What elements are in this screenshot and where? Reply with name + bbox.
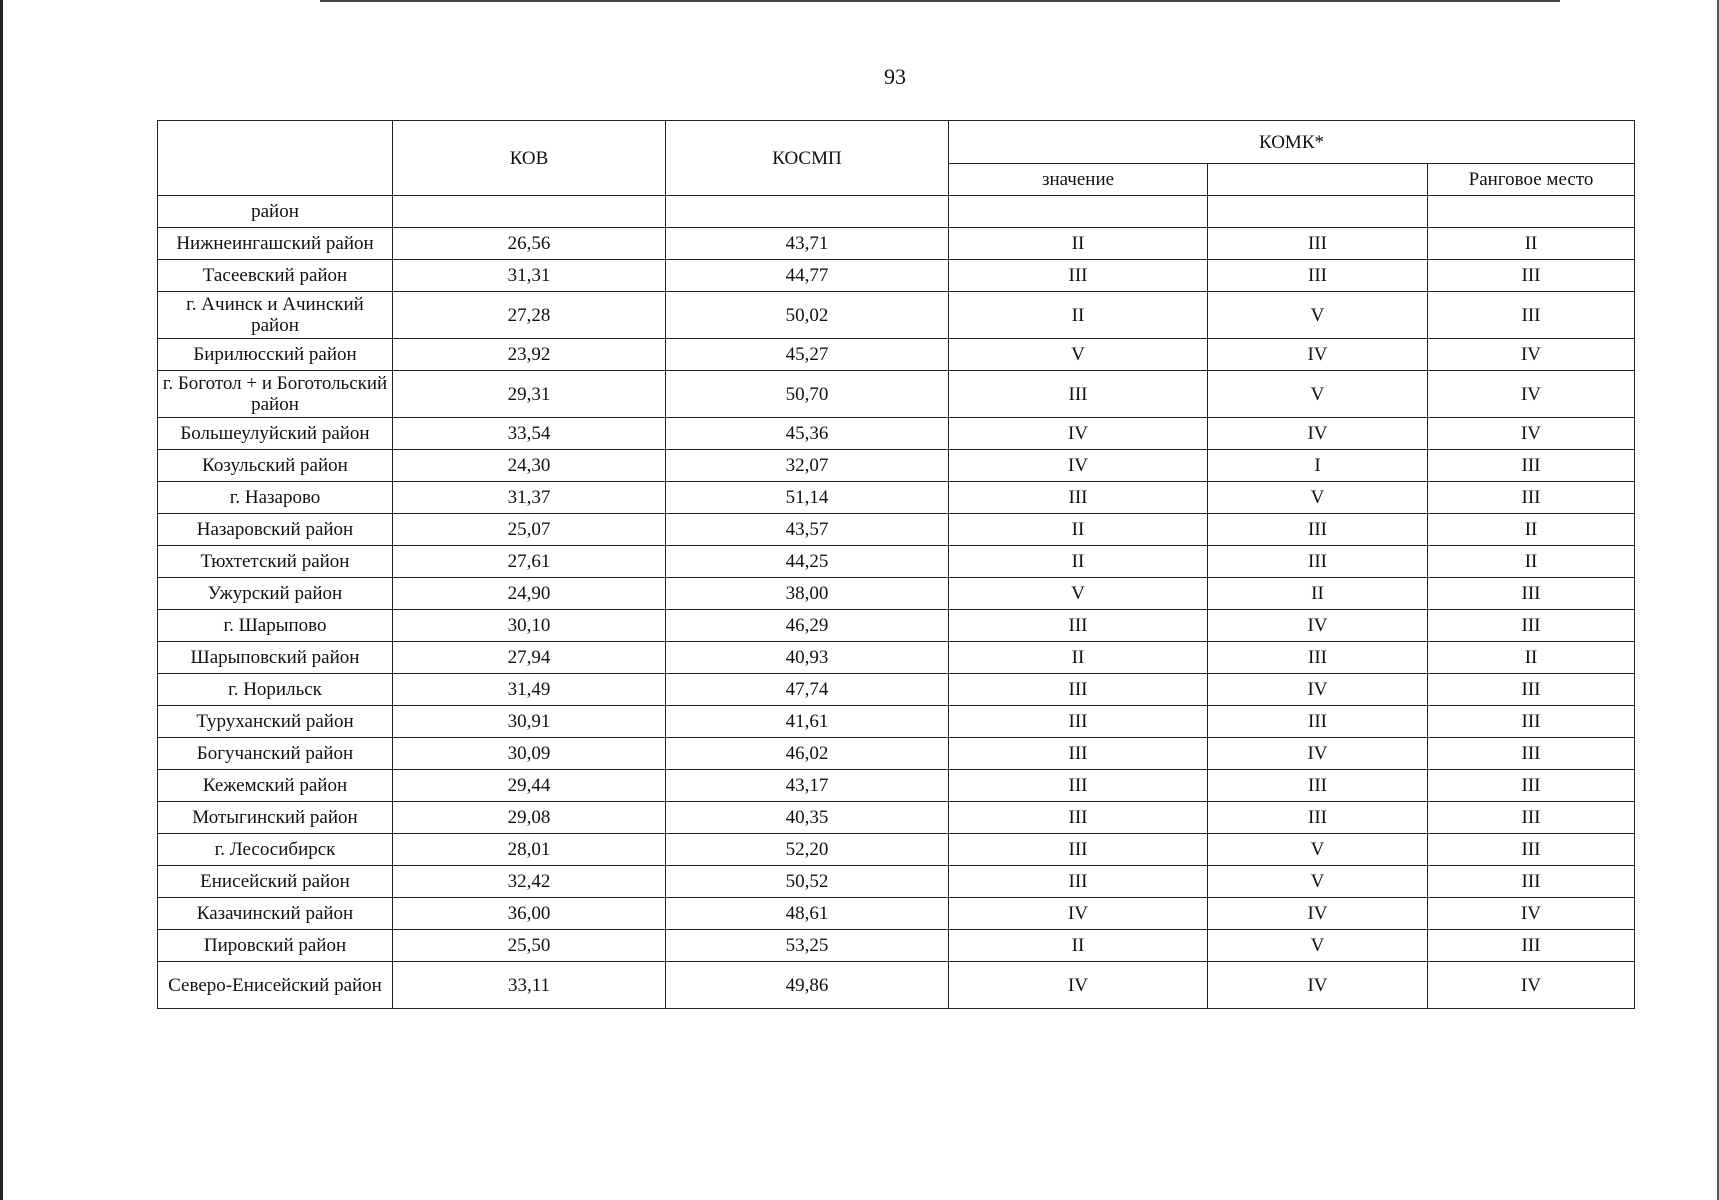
cell-kov: 33,54 [393,418,666,450]
subheader-middle [1208,196,1428,228]
cell-district: Назаровский район [158,514,393,546]
cell-kosmp: 50,52 [666,866,949,898]
table-row [158,834,1635,866]
table-row [158,706,1635,738]
cell-kov: 31,49 [393,674,666,706]
table-row [158,642,1635,674]
header-row-top [158,121,1635,164]
cell-district: Туруханский район [158,706,393,738]
table-row [158,514,1635,546]
cell-middle: V [1208,371,1428,418]
header-rank: Ранговое место [1428,164,1635,196]
cell-kosmp: 47,74 [666,674,949,706]
cell-kosmp: 51,14 [666,482,949,514]
cell-rank: III [1428,802,1635,834]
cell-value: III [949,802,1208,834]
cell-kov: 33,11 [393,962,666,1009]
table-row [158,962,1635,1009]
cell-middle: IV [1208,898,1428,930]
subheader-district: район [158,196,393,228]
cell-kov: 24,30 [393,450,666,482]
cell-district: г. Норильск [158,674,393,706]
table-row [158,228,1635,260]
cell-value: II [949,514,1208,546]
cell-rank: III [1428,450,1635,482]
cell-rank: IV [1428,339,1635,371]
cell-district: Ужурский район [158,578,393,610]
subheader-kosmp [666,196,949,228]
cell-district: Кежемский район [158,770,393,802]
cell-district: Мотыгинский район [158,802,393,834]
cell-district: Енисейский район [158,866,393,898]
cell-value: II [949,228,1208,260]
cell-value: IV [949,450,1208,482]
cell-kosmp: 48,61 [666,898,949,930]
cell-middle: III [1208,546,1428,578]
cell-rank: IV [1428,962,1635,1009]
cell-rank: IV [1428,898,1635,930]
cell-kov: 25,07 [393,514,666,546]
cell-middle: IV [1208,610,1428,642]
cell-kosmp: 41,61 [666,706,949,738]
cell-kov: 27,94 [393,642,666,674]
cell-value: V [949,578,1208,610]
cell-kosmp: 40,35 [666,802,949,834]
cell-district: Северо-Енисейский район [158,962,393,1009]
district-indicators-table [157,120,1635,1009]
header-district [158,121,393,196]
cell-rank: III [1428,834,1635,866]
cell-district: Козульский район [158,450,393,482]
cell-value: II [949,292,1208,339]
table-row [158,450,1635,482]
cell-kosmp: 43,57 [666,514,949,546]
cell-district: г. Боготол + и Боготольский район [158,371,393,418]
cell-district: Бирилюсский район [158,339,393,371]
cell-kosmp: 32,07 [666,450,949,482]
cell-middle: III [1208,706,1428,738]
subheader-row [158,196,1635,228]
scan-edge-left [0,0,3,1200]
table-row [158,898,1635,930]
table-row [158,770,1635,802]
cell-middle: V [1208,930,1428,962]
cell-kosmp: 46,02 [666,738,949,770]
cell-kosmp: 38,00 [666,578,949,610]
table-row [158,610,1635,642]
cell-rank: II [1428,228,1635,260]
cell-rank: III [1428,706,1635,738]
cell-district: Нижнеингашский район [158,228,393,260]
header-kosmp: КОСМП [666,121,949,196]
cell-middle: III [1208,260,1428,292]
cell-rank: III [1428,578,1635,610]
subheader-value [949,196,1208,228]
cell-value: III [949,866,1208,898]
cell-middle: I [1208,450,1428,482]
cell-value: II [949,930,1208,962]
cell-kov: 29,44 [393,770,666,802]
cell-kov: 29,31 [393,371,666,418]
cell-kov: 25,50 [393,930,666,962]
cell-rank: IV [1428,418,1635,450]
cell-kov: 30,91 [393,706,666,738]
table-row [158,546,1635,578]
cell-rank: II [1428,514,1635,546]
table-row [158,260,1635,292]
cell-district: г. Ачинск и Ачинский район [158,292,393,339]
cell-district: г. Шарыпово [158,610,393,642]
subheader-kov [393,196,666,228]
cell-kosmp: 43,71 [666,228,949,260]
cell-value: III [949,260,1208,292]
cell-kosmp: 49,86 [666,962,949,1009]
cell-kov: 29,08 [393,802,666,834]
table-row [158,674,1635,706]
cell-value: III [949,371,1208,418]
cell-value: V [949,339,1208,371]
cell-rank: III [1428,610,1635,642]
cell-middle: IV [1208,738,1428,770]
table-row [158,866,1635,898]
cell-middle: III [1208,228,1428,260]
cell-district: Богучанский район [158,738,393,770]
cell-district: Тюхтетский район [158,546,393,578]
table-row [158,930,1635,962]
cell-kosmp: 50,70 [666,371,949,418]
scan-edge-top [320,0,1560,2]
cell-middle: IV [1208,962,1428,1009]
table-row [158,418,1635,450]
cell-district: Тасеевский район [158,260,393,292]
cell-kosmp: 52,20 [666,834,949,866]
table-row [158,738,1635,770]
cell-value: III [949,610,1208,642]
cell-district: Шарыповский район [158,642,393,674]
header-komk: КОМК* [949,121,1635,164]
cell-value: III [949,834,1208,866]
cell-middle: II [1208,578,1428,610]
cell-kosmp: 53,25 [666,930,949,962]
header-value: значение [949,164,1208,196]
table-row [158,482,1635,514]
table-row [158,802,1635,834]
cell-kov: 30,09 [393,738,666,770]
cell-value: III [949,674,1208,706]
cell-value: IV [949,962,1208,1009]
cell-rank: IV [1428,371,1635,418]
cell-district: г. Лесосибирск [158,834,393,866]
cell-kosmp: 40,93 [666,642,949,674]
cell-rank: II [1428,642,1635,674]
cell-kosmp: 45,36 [666,418,949,450]
cell-middle: IV [1208,674,1428,706]
cell-middle: V [1208,834,1428,866]
cell-value: II [949,546,1208,578]
cell-value: III [949,482,1208,514]
cell-kov: 27,61 [393,546,666,578]
cell-value: IV [949,898,1208,930]
cell-middle: III [1208,514,1428,546]
cell-kov: 27,28 [393,292,666,339]
table-row [158,292,1635,339]
table-row [158,371,1635,418]
cell-kosmp: 44,25 [666,546,949,578]
cell-rank: III [1428,482,1635,514]
cell-rank: III [1428,866,1635,898]
cell-rank: III [1428,674,1635,706]
cell-rank: III [1428,292,1635,339]
cell-middle: III [1208,770,1428,802]
cell-middle: IV [1208,339,1428,371]
cell-rank: II [1428,546,1635,578]
cell-kov: 30,10 [393,610,666,642]
page-number: 93 [884,64,906,89]
cell-kosmp: 45,27 [666,339,949,371]
cell-middle: IV [1208,418,1428,450]
cell-district: Большеулуйский район [158,418,393,450]
cell-value: III [949,770,1208,802]
cell-kov: 26,56 [393,228,666,260]
cell-kov: 23,92 [393,339,666,371]
cell-kosmp: 50,02 [666,292,949,339]
cell-middle: III [1208,802,1428,834]
cell-kov: 31,37 [393,482,666,514]
cell-middle: III [1208,642,1428,674]
cell-middle: V [1208,292,1428,339]
cell-value: III [949,738,1208,770]
cell-district: Пировский район [158,930,393,962]
header-kov: КОВ [393,121,666,196]
cell-middle: V [1208,866,1428,898]
table-row [158,578,1635,610]
cell-rank: III [1428,770,1635,802]
cell-kosmp: 43,17 [666,770,949,802]
header-middle [1208,164,1428,196]
cell-value: II [949,642,1208,674]
cell-kosmp: 46,29 [666,610,949,642]
cell-value: III [949,706,1208,738]
cell-middle: V [1208,482,1428,514]
cell-kov: 24,90 [393,578,666,610]
cell-kov: 31,31 [393,260,666,292]
cell-district: г. Назарово [158,482,393,514]
cell-value: IV [949,418,1208,450]
table-row [158,339,1635,371]
cell-rank: III [1428,930,1635,962]
cell-kosmp: 44,77 [666,260,949,292]
cell-kov: 36,00 [393,898,666,930]
cell-rank: III [1428,738,1635,770]
cell-kov: 32,42 [393,866,666,898]
cell-rank: III [1428,260,1635,292]
cell-district: Казачинский район [158,898,393,930]
subheader-rank [1428,196,1635,228]
cell-kov: 28,01 [393,834,666,866]
